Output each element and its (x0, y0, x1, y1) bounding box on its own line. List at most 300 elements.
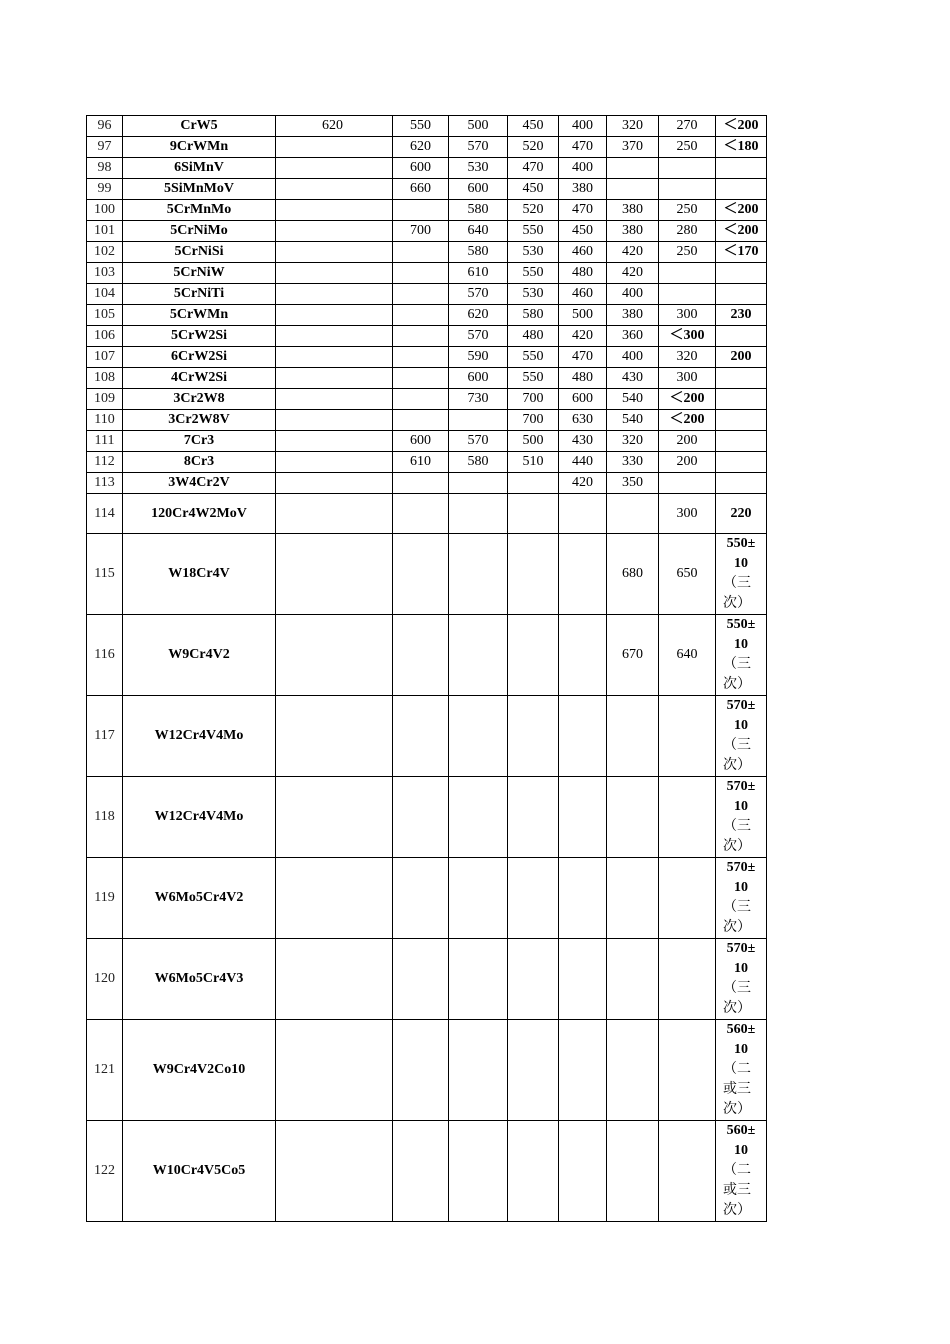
value-cell: 540 (607, 410, 659, 431)
value-cell (449, 410, 508, 431)
steel-grade: W6Mo5Cr4V3 (123, 939, 276, 1020)
value-cell: 600 (449, 179, 508, 200)
steel-grade: 3Cr2W8V (123, 410, 276, 431)
row-number: 111 (87, 431, 123, 452)
value-cell: 550 (393, 116, 449, 137)
table-row (87, 494, 767, 534)
row-number: 100 (87, 200, 123, 221)
value-cell: 510 (508, 452, 559, 473)
value-cell (716, 452, 767, 473)
value-cell: 580 (508, 305, 559, 326)
value-cell (276, 696, 393, 777)
value-cell: 550 (508, 347, 559, 368)
table-row (87, 410, 767, 431)
value-cell (276, 221, 393, 242)
value-cell (393, 368, 449, 389)
value-cell (559, 858, 607, 939)
value-cell (607, 939, 659, 1020)
value-cell: ＜300 (659, 326, 716, 347)
value-cell: 300 (659, 494, 716, 534)
value-cell: 620 (393, 137, 449, 158)
tempering-times-note: （三 (723, 657, 751, 672)
row-number: 105 (87, 305, 123, 326)
value-cell (659, 179, 716, 200)
tempering-times-note: 次） (723, 1102, 751, 1117)
value-cell: 550 (508, 368, 559, 389)
tempering-note-cell (716, 777, 767, 858)
value-cell: 480 (508, 326, 559, 347)
tempering-temp: 570± (726, 698, 756, 713)
value-cell (559, 696, 607, 777)
value-cell: 570 (449, 284, 508, 305)
row-number: 96 (87, 116, 123, 137)
value-cell (607, 858, 659, 939)
table-row (87, 431, 767, 452)
tempering-times-note: （三 (723, 900, 751, 915)
steel-grade: 6SiMnV (123, 158, 276, 179)
value-cell: 610 (393, 452, 449, 473)
value-cell (716, 431, 767, 452)
tempering-note-cell (716, 1020, 767, 1121)
value-cell (276, 179, 393, 200)
value-cell (716, 410, 767, 431)
tempering-tolerance: 10 (734, 637, 748, 652)
row-number: 117 (87, 696, 123, 777)
row-number: 122 (87, 1121, 123, 1222)
value-cell (276, 137, 393, 158)
value-cell (559, 1020, 607, 1121)
row-number: 118 (87, 777, 123, 858)
tempering-times-note: 或三 (723, 1183, 751, 1198)
value-cell (607, 494, 659, 534)
value-cell (276, 1121, 393, 1222)
row-number: 120 (87, 939, 123, 1020)
value-cell: 600 (449, 368, 508, 389)
value-cell: ＜170 (716, 242, 767, 263)
value-cell: 520 (508, 137, 559, 158)
steel-grade: 8Cr3 (123, 452, 276, 473)
value-cell: 460 (559, 284, 607, 305)
table-row (87, 1020, 767, 1121)
value-cell (393, 777, 449, 858)
tempering-temp: 560± (726, 1123, 756, 1138)
value-cell (393, 284, 449, 305)
steel-grade: W10Cr4V5Co5 (123, 1121, 276, 1222)
value-cell (508, 1020, 559, 1121)
tempering-tolerance: 10 (734, 880, 748, 895)
tempering-times-note: 次） (723, 920, 751, 935)
value-cell (276, 534, 393, 615)
table-row (87, 326, 767, 347)
value-cell (276, 347, 393, 368)
value-cell: 370 (607, 137, 659, 158)
row-number: 98 (87, 158, 123, 179)
value-cell: 680 (607, 534, 659, 615)
value-cell: 400 (607, 284, 659, 305)
value-cell: ＜200 (659, 410, 716, 431)
value-cell: 600 (393, 158, 449, 179)
row-number: 116 (87, 615, 123, 696)
value-cell: 300 (659, 368, 716, 389)
value-cell: 620 (276, 116, 393, 137)
value-cell: 530 (508, 242, 559, 263)
row-number: 104 (87, 284, 123, 305)
value-cell (393, 326, 449, 347)
value-cell (393, 389, 449, 410)
value-cell (659, 284, 716, 305)
value-cell: 200 (659, 431, 716, 452)
tempering-times-note: 次） (723, 677, 751, 692)
value-cell (559, 534, 607, 615)
value-cell (607, 179, 659, 200)
value-cell: ＜180 (716, 137, 767, 158)
value-cell (449, 534, 508, 615)
table-row (87, 179, 767, 200)
tempering-times-note: （三 (723, 576, 751, 591)
value-cell (393, 696, 449, 777)
tempering-times-note: 次） (723, 1203, 751, 1218)
value-cell (449, 1020, 508, 1121)
value-cell (449, 473, 508, 494)
steel-grade: 3Cr2W8 (123, 389, 276, 410)
value-cell (508, 534, 559, 615)
steel-grade: W9Cr4V2 (123, 615, 276, 696)
value-cell: ＜200 (716, 221, 767, 242)
table-row (87, 263, 767, 284)
table-row (87, 284, 767, 305)
value-cell (607, 1121, 659, 1222)
steel-grade: 120Cr4W2MoV (123, 494, 276, 534)
value-cell (716, 158, 767, 179)
value-cell (449, 696, 508, 777)
value-cell (393, 939, 449, 1020)
value-cell (393, 615, 449, 696)
value-cell: 270 (659, 116, 716, 137)
value-cell (276, 431, 393, 452)
value-cell (659, 1121, 716, 1222)
value-cell: 380 (607, 200, 659, 221)
value-cell (659, 858, 716, 939)
value-cell: 470 (559, 200, 607, 221)
table-row (87, 221, 767, 242)
table-row (87, 534, 767, 615)
value-cell: 380 (607, 221, 659, 242)
value-cell (276, 615, 393, 696)
value-cell: 550 (508, 221, 559, 242)
value-cell (393, 1020, 449, 1121)
tempering-tolerance: 10 (734, 718, 748, 733)
value-cell: 660 (393, 179, 449, 200)
value-cell (508, 939, 559, 1020)
value-cell (659, 473, 716, 494)
table-row (87, 615, 767, 696)
row-number: 113 (87, 473, 123, 494)
value-cell (393, 410, 449, 431)
value-cell: ＜200 (716, 200, 767, 221)
steel-grade: 5CrMnMo (123, 200, 276, 221)
value-cell (393, 1121, 449, 1222)
value-cell (607, 158, 659, 179)
value-cell (393, 200, 449, 221)
value-cell: 440 (559, 452, 607, 473)
value-cell: 610 (449, 263, 508, 284)
value-cell: 420 (559, 473, 607, 494)
tempering-note-cell (716, 696, 767, 777)
tempering-times-note: （三 (723, 738, 751, 753)
table-row (87, 368, 767, 389)
value-cell: 470 (508, 158, 559, 179)
value-cell (659, 777, 716, 858)
value-cell: 540 (607, 389, 659, 410)
steel-grade: CrW5 (123, 116, 276, 137)
table-row (87, 200, 767, 221)
steel-grade: 5CrNiW (123, 263, 276, 284)
value-cell: 280 (659, 221, 716, 242)
table-row (87, 452, 767, 473)
value-cell (659, 263, 716, 284)
value-cell (508, 473, 559, 494)
tempering-times-note: （三 (723, 819, 751, 834)
steel-grade: W6Mo5Cr4V2 (123, 858, 276, 939)
steel-grade: 5CrNiMo (123, 221, 276, 242)
tempering-note-cell (716, 939, 767, 1020)
value-cell: 420 (559, 326, 607, 347)
steel-grade: 5CrNiSi (123, 242, 276, 263)
value-cell: 700 (508, 389, 559, 410)
value-cell: 450 (559, 221, 607, 242)
value-cell (393, 305, 449, 326)
value-cell (659, 158, 716, 179)
value-cell (449, 777, 508, 858)
value-cell (449, 939, 508, 1020)
value-cell: 470 (559, 347, 607, 368)
value-cell (449, 494, 508, 534)
value-cell: 650 (659, 534, 716, 615)
value-cell (393, 473, 449, 494)
value-cell (276, 1020, 393, 1121)
value-cell: 530 (449, 158, 508, 179)
value-cell: 480 (559, 263, 607, 284)
steel-grade: 5SiMnMoV (123, 179, 276, 200)
row-number: 106 (87, 326, 123, 347)
steel-grade: 9CrWMn (123, 137, 276, 158)
table-row (87, 305, 767, 326)
tempering-tolerance: 10 (734, 1143, 748, 1158)
value-cell: 450 (508, 116, 559, 137)
row-number: 110 (87, 410, 123, 431)
value-cell: 320 (607, 116, 659, 137)
value-cell (393, 347, 449, 368)
row-number: 114 (87, 494, 123, 534)
table-row (87, 116, 767, 137)
row-number: 101 (87, 221, 123, 242)
value-cell (393, 858, 449, 939)
tempering-tolerance: 10 (734, 961, 748, 976)
tempering-times-note: 次） (723, 839, 751, 854)
table-row (87, 696, 767, 777)
value-cell: 400 (559, 116, 607, 137)
row-number: 121 (87, 1020, 123, 1121)
value-cell: 380 (607, 305, 659, 326)
tempering-temp: 570± (726, 779, 756, 794)
value-cell: 700 (393, 221, 449, 242)
value-cell: 420 (607, 242, 659, 263)
steel-grade: 7Cr3 (123, 431, 276, 452)
value-cell: 450 (508, 179, 559, 200)
value-cell (276, 158, 393, 179)
value-cell: 320 (659, 347, 716, 368)
row-number: 115 (87, 534, 123, 615)
tempering-note-cell (716, 858, 767, 939)
row-number: 97 (87, 137, 123, 158)
value-cell (276, 473, 393, 494)
steel-grade: 5CrWMn (123, 305, 276, 326)
tempering-tolerance: 10 (734, 556, 748, 571)
steel-grade: W12Cr4V4Mo (123, 777, 276, 858)
tempering-times-note: （二 (723, 1163, 751, 1178)
row-number: 119 (87, 858, 123, 939)
value-cell: 300 (659, 305, 716, 326)
steel-grade: W18Cr4V (123, 534, 276, 615)
steel-grade: 3W4Cr2V (123, 473, 276, 494)
value-cell: 530 (508, 284, 559, 305)
value-cell: 580 (449, 200, 508, 221)
table-row (87, 777, 767, 858)
table-row (87, 473, 767, 494)
value-cell (276, 389, 393, 410)
value-cell: 250 (659, 200, 716, 221)
value-cell (559, 494, 607, 534)
value-cell: 670 (607, 615, 659, 696)
value-cell: 550 (508, 263, 559, 284)
value-cell (449, 858, 508, 939)
value-cell (508, 494, 559, 534)
value-cell: ＜200 (716, 116, 767, 137)
value-cell: 590 (449, 347, 508, 368)
value-cell (276, 410, 393, 431)
value-cell: 430 (607, 368, 659, 389)
value-cell: 470 (559, 137, 607, 158)
value-cell (276, 452, 393, 473)
value-cell: 600 (393, 431, 449, 452)
table-row (87, 389, 767, 410)
table-row (87, 858, 767, 939)
value-cell (716, 263, 767, 284)
value-cell (393, 242, 449, 263)
value-cell: 500 (508, 431, 559, 452)
value-cell: 700 (508, 410, 559, 431)
steel-grade: 6CrW2Si (123, 347, 276, 368)
table-row (87, 347, 767, 368)
tempering-note-cell (716, 615, 767, 696)
value-cell: 330 (607, 452, 659, 473)
value-cell: 400 (559, 158, 607, 179)
value-cell: 640 (449, 221, 508, 242)
value-cell (393, 534, 449, 615)
value-cell: 640 (659, 615, 716, 696)
value-cell: 730 (449, 389, 508, 410)
value-cell (716, 179, 767, 200)
row-number: 99 (87, 179, 123, 200)
value-cell (276, 494, 393, 534)
table-row (87, 242, 767, 263)
tempering-times-note: 次） (723, 596, 751, 611)
value-cell (508, 858, 559, 939)
value-cell (276, 284, 393, 305)
value-cell (508, 696, 559, 777)
value-cell (508, 1121, 559, 1222)
table-row (87, 1121, 767, 1222)
value-cell: 230 (716, 305, 767, 326)
value-cell: 500 (559, 305, 607, 326)
value-cell: 420 (607, 263, 659, 284)
value-cell (276, 777, 393, 858)
tempering-table (86, 115, 767, 1222)
value-cell (276, 368, 393, 389)
value-cell: 350 (607, 473, 659, 494)
row-number: 112 (87, 452, 123, 473)
value-cell: 630 (559, 410, 607, 431)
value-cell: 320 (607, 431, 659, 452)
tempering-temp: 570± (726, 860, 756, 875)
value-cell (276, 200, 393, 221)
table-row (87, 137, 767, 158)
value-cell: 400 (607, 347, 659, 368)
table-row (87, 158, 767, 179)
value-cell: 200 (716, 347, 767, 368)
value-cell (393, 494, 449, 534)
value-cell (716, 389, 767, 410)
value-cell (716, 368, 767, 389)
tempering-times-note: 次） (723, 758, 751, 773)
value-cell (276, 242, 393, 263)
value-cell: 600 (559, 389, 607, 410)
value-cell (559, 615, 607, 696)
tempering-times-note: （三 (723, 981, 751, 996)
tempering-temp: 560± (726, 1022, 756, 1037)
value-cell (508, 615, 559, 696)
value-cell (276, 939, 393, 1020)
table-row (87, 939, 767, 1020)
tempering-temp: 570± (726, 941, 756, 956)
value-cell: 480 (559, 368, 607, 389)
value-cell: 460 (559, 242, 607, 263)
tempering-note-cell (716, 534, 767, 615)
value-cell (607, 777, 659, 858)
value-cell: 360 (607, 326, 659, 347)
value-cell: 500 (449, 116, 508, 137)
value-cell (508, 777, 559, 858)
steel-grade: 4CrW2Si (123, 368, 276, 389)
tempering-temp: 550± (726, 536, 756, 551)
value-cell (393, 263, 449, 284)
value-cell (716, 326, 767, 347)
value-cell (559, 1121, 607, 1222)
row-number: 109 (87, 389, 123, 410)
value-cell (559, 939, 607, 1020)
steel-grade: 5CrNiTi (123, 284, 276, 305)
value-cell: 580 (449, 242, 508, 263)
row-number: 103 (87, 263, 123, 284)
value-cell (716, 284, 767, 305)
value-cell (659, 1020, 716, 1121)
tempering-temp: 550± (726, 617, 756, 632)
value-cell (276, 858, 393, 939)
value-cell (276, 305, 393, 326)
row-number: 102 (87, 242, 123, 263)
value-cell (559, 777, 607, 858)
tempering-note-cell (716, 1121, 767, 1222)
